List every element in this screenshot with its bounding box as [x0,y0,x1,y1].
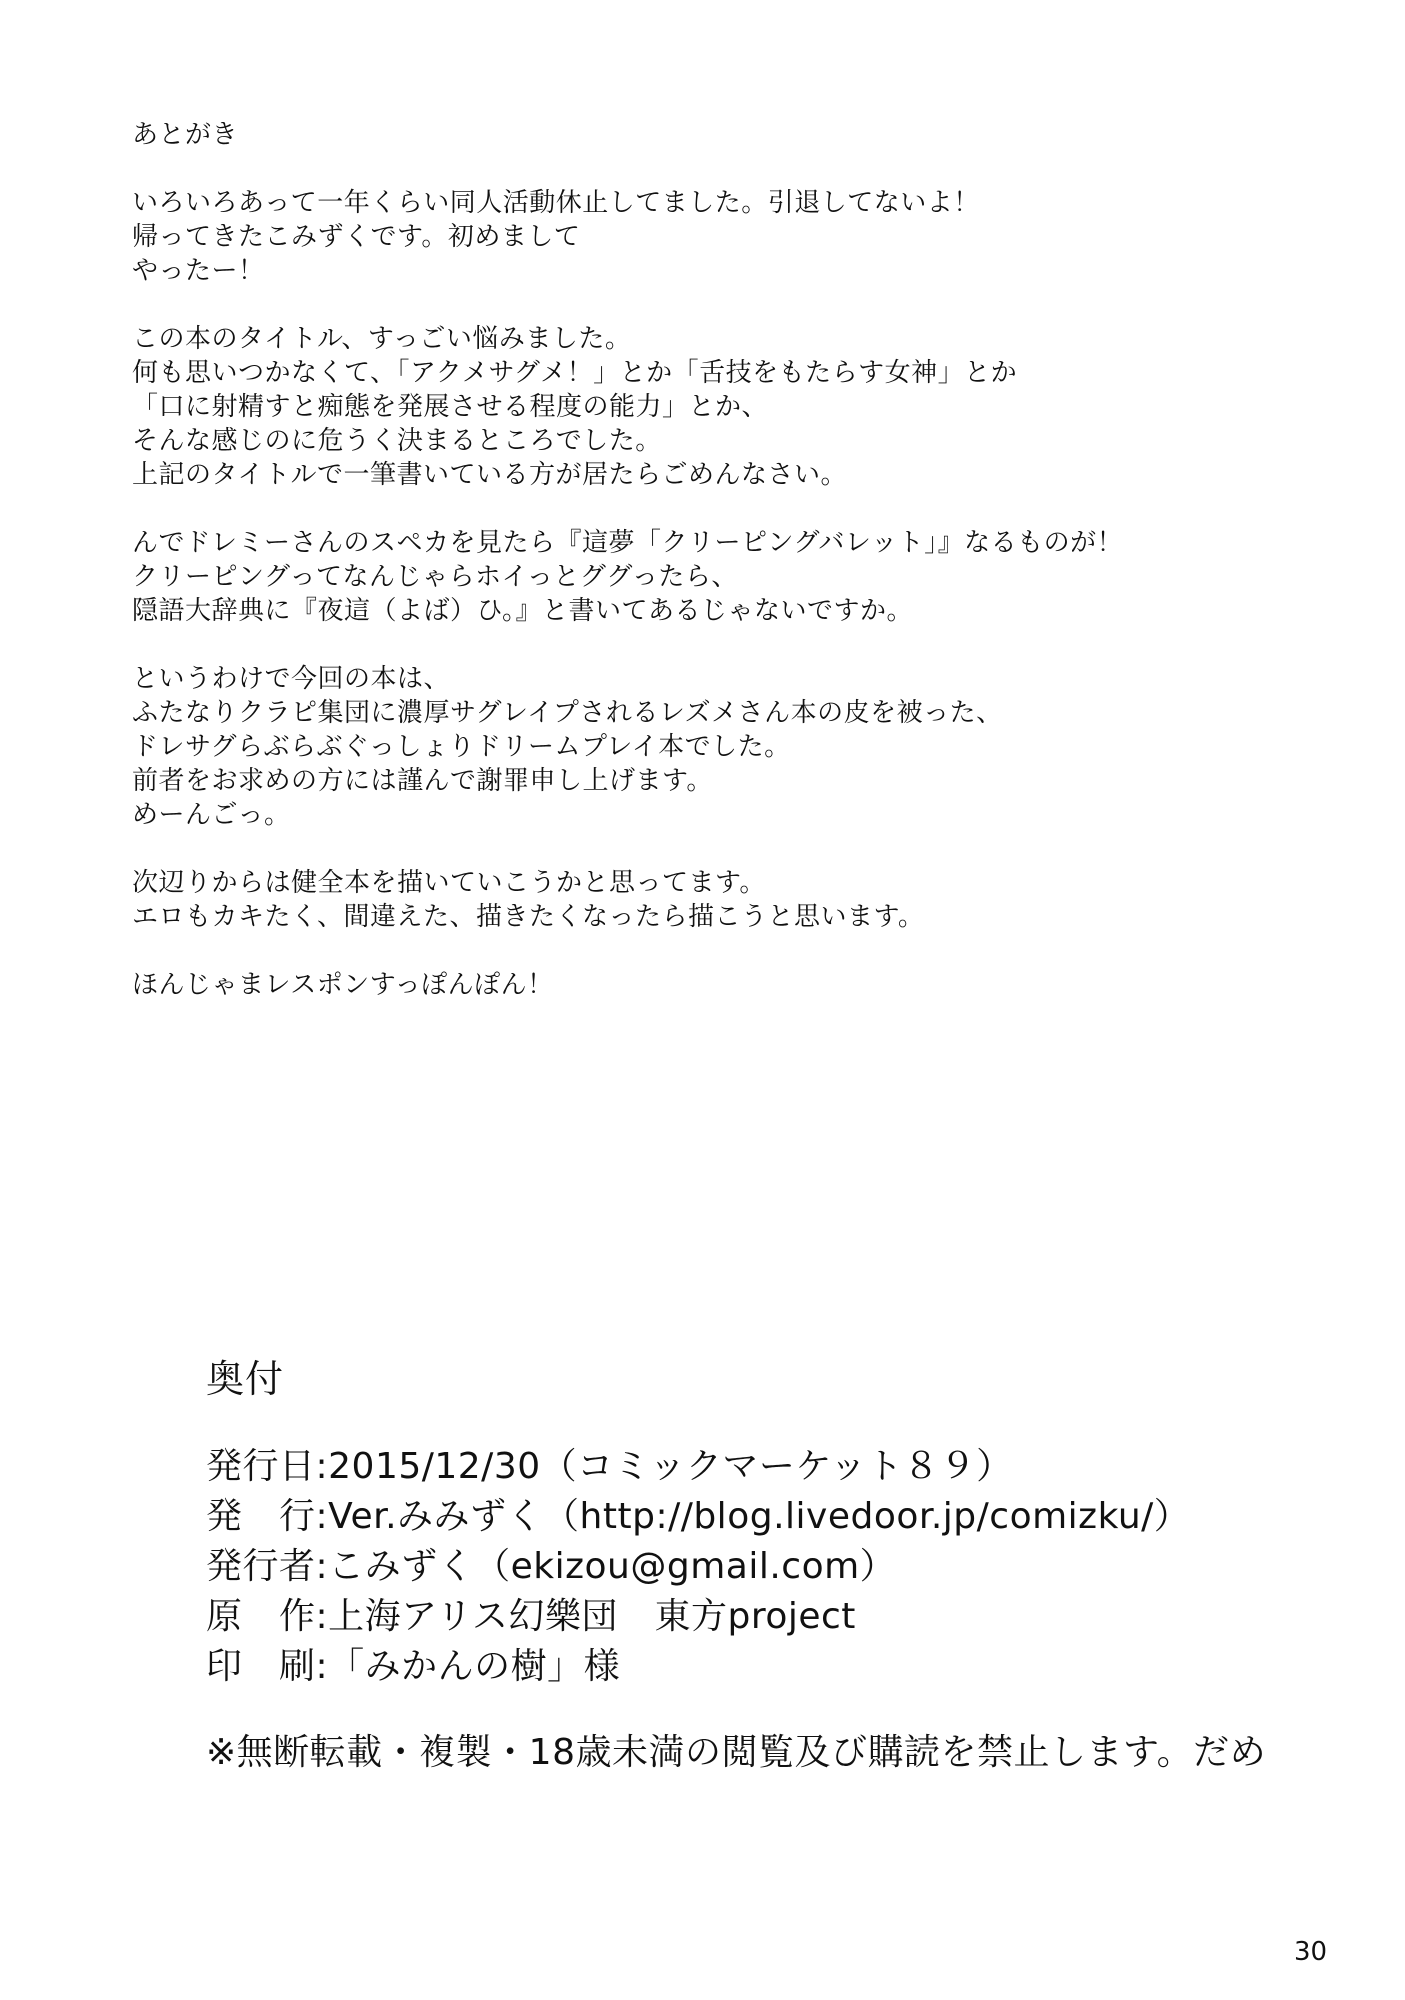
afterword-line: この本のタイトル、すっごい悩みました。 [132,324,632,354]
afterword-line: ほんじゃまレスポンすっぽんぽん！ [132,970,554,1000]
afterword-line: そんな感じのに危うく決まるところでした。 [132,426,662,456]
afterword-line [132,832,1292,866]
afterword-line: いろいろあって一年くらい同人活動休止してました。引退してないよ！ [132,188,980,218]
afterword-line [132,492,1292,526]
colophon-publish-date: 発行日:2015/12/30（コミックマーケット８９） [206,1446,1013,1487]
afterword-line: というわけで今回の本は、 [132,664,451,694]
page-number: 30 [1294,1937,1328,1967]
afterword-line: 次辺りからは健全本を描いていこうかと思ってます。 [132,868,766,898]
afterword-line: 帰ってきたこみずくです。初めまして [132,222,581,252]
colophon-original-work: 原 作:上海アリス幻樂団 東方project [206,1596,856,1637]
afterword-line [132,934,1292,968]
afterword-section [132,118,1292,1002]
afterword-line: 前者をお求めの方には謹んで謝罪申し上げます。 [132,766,713,796]
afterword-line [132,288,1292,322]
afterword-title: あとがき [132,120,239,150]
afterword-line: んでドレミーさんのスペカを見たら『這夢「クリーピングバレット」』なるものが！ [132,528,1124,558]
colophon-heading: 奥付 [206,1357,285,1401]
afterword-line: 何も思いつかなくて、「アクメサグメ！」とか「舌技をもたらす女神」とか [132,358,1018,388]
afterword-line: 「口に射精すと痴態を発展させる程度の能力」とか、 [132,392,769,422]
afterword-line: 上記のタイトルで一筆書いている方が居たらごめんなさい。 [132,460,847,490]
afterword-line [132,152,1292,186]
colophon-publisher: 発 行:Ver.みみずく（http://blog.livedoor.jp/comizku/） [206,1496,1191,1537]
copyright-notice: ※無断転載・複製・18歳未満の閲覧及び購読を禁止します。だめ [206,1732,1267,1773]
afterword-line: ドレサグらぶらぶぐっしょりドリームプレイ本でした。 [132,732,791,762]
colophon-section [206,1354,1366,1778]
colophon-printer: 印 刷:「みかんの樹」様 [206,1646,621,1687]
afterword-line: クリーピングってなんじゃらホイっとググったら、 [132,562,738,592]
afterword-line: めーんごっ。 [132,800,291,830]
afterword-line: ふたなりクラピ集団に濃厚サグレイプされるレズメさん本の皮を被った、 [132,698,1003,728]
colophon-issuer: 発行者:こみずく（ekizou@gmail.com） [206,1546,897,1587]
afterword-line: 隠語大辞典に『夜這（よば）ひ。』と書いてあるじゃないですか。 [132,596,913,626]
afterword-line [132,628,1292,662]
afterword-line: やったー！ [132,256,265,286]
afterword-line: エロもカキたく、間違えた、描きたくなったら描こうと思います。 [132,902,925,932]
